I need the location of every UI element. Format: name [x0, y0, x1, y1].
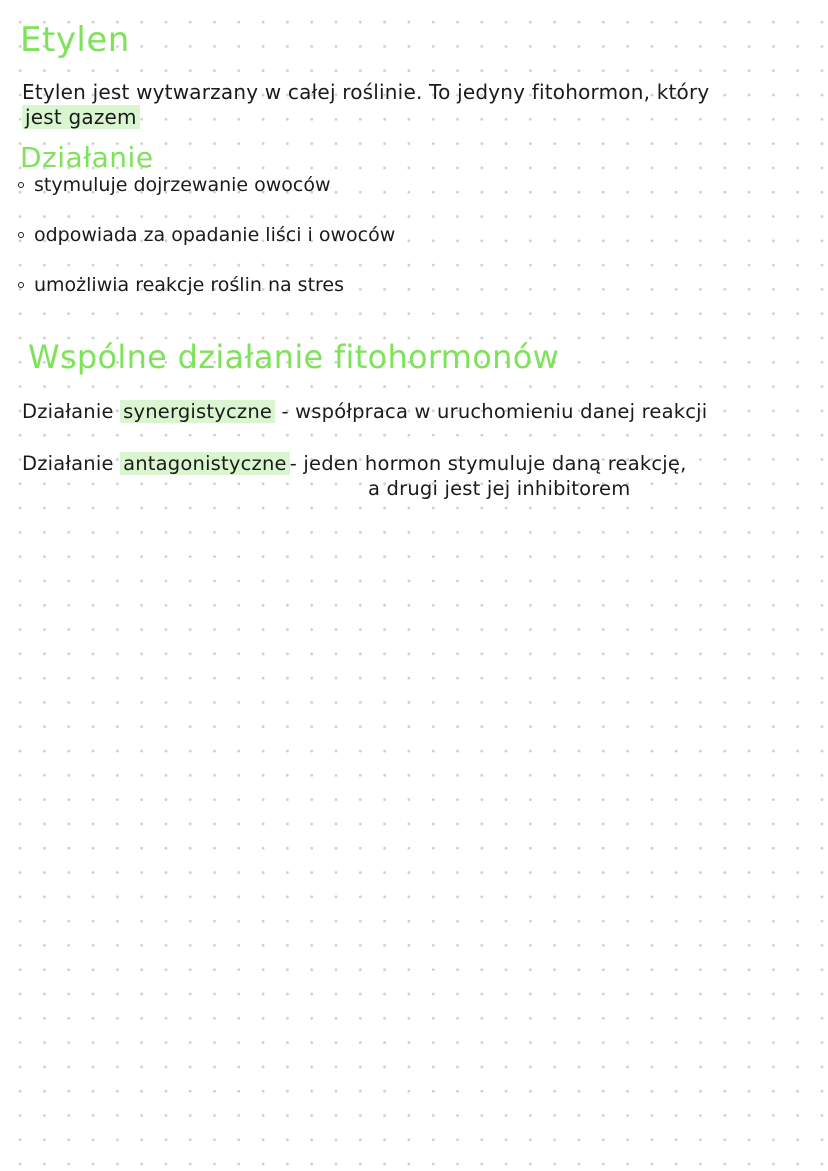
definition-synergistyczne — [22, 400, 707, 423]
intro-line: Etylen jest wytwarzany w całej roślinie. To jedyny fitohormon, który — [22, 80, 710, 104]
dzialanie-list — [18, 174, 395, 296]
term-synergistyczne: synergistyczne — [120, 400, 275, 423]
list-item: odpowiada za opadanie liści i owoców — [18, 224, 395, 246]
definition-prefix: Działanie — [22, 400, 114, 423]
list-item: umożliwia reakcje roślin na stres — [18, 274, 395, 296]
term-antagonistyczne: antagonistyczne — [120, 452, 290, 475]
bullet-circle-icon — [18, 282, 24, 288]
definition-antagonistyczne-continued: a drugi jest jej inhibitorem — [368, 477, 631, 500]
definition-text: - współpraca w uruchomieniu danej reakcji — [281, 400, 708, 423]
list-item: stymuluje dojrzewanie owoców — [18, 174, 395, 196]
highlight-gazem: jest gazem — [22, 105, 140, 129]
bullet-circle-icon — [18, 182, 24, 188]
definition-text: - jeden hormon stymuluje daną reakcję, — [289, 452, 687, 475]
definition-antagonistyczne — [22, 452, 686, 475]
heading-etylen: Etylen — [20, 20, 130, 60]
intro-line-highlight — [22, 105, 140, 129]
heading-wspolne-dzialanie: Wspólne działanie fitohormonów — [28, 338, 560, 376]
bullet-circle-icon — [18, 232, 24, 238]
heading-dzialanie: Działanie — [20, 141, 154, 174]
definition-prefix: Działanie — [22, 452, 114, 475]
